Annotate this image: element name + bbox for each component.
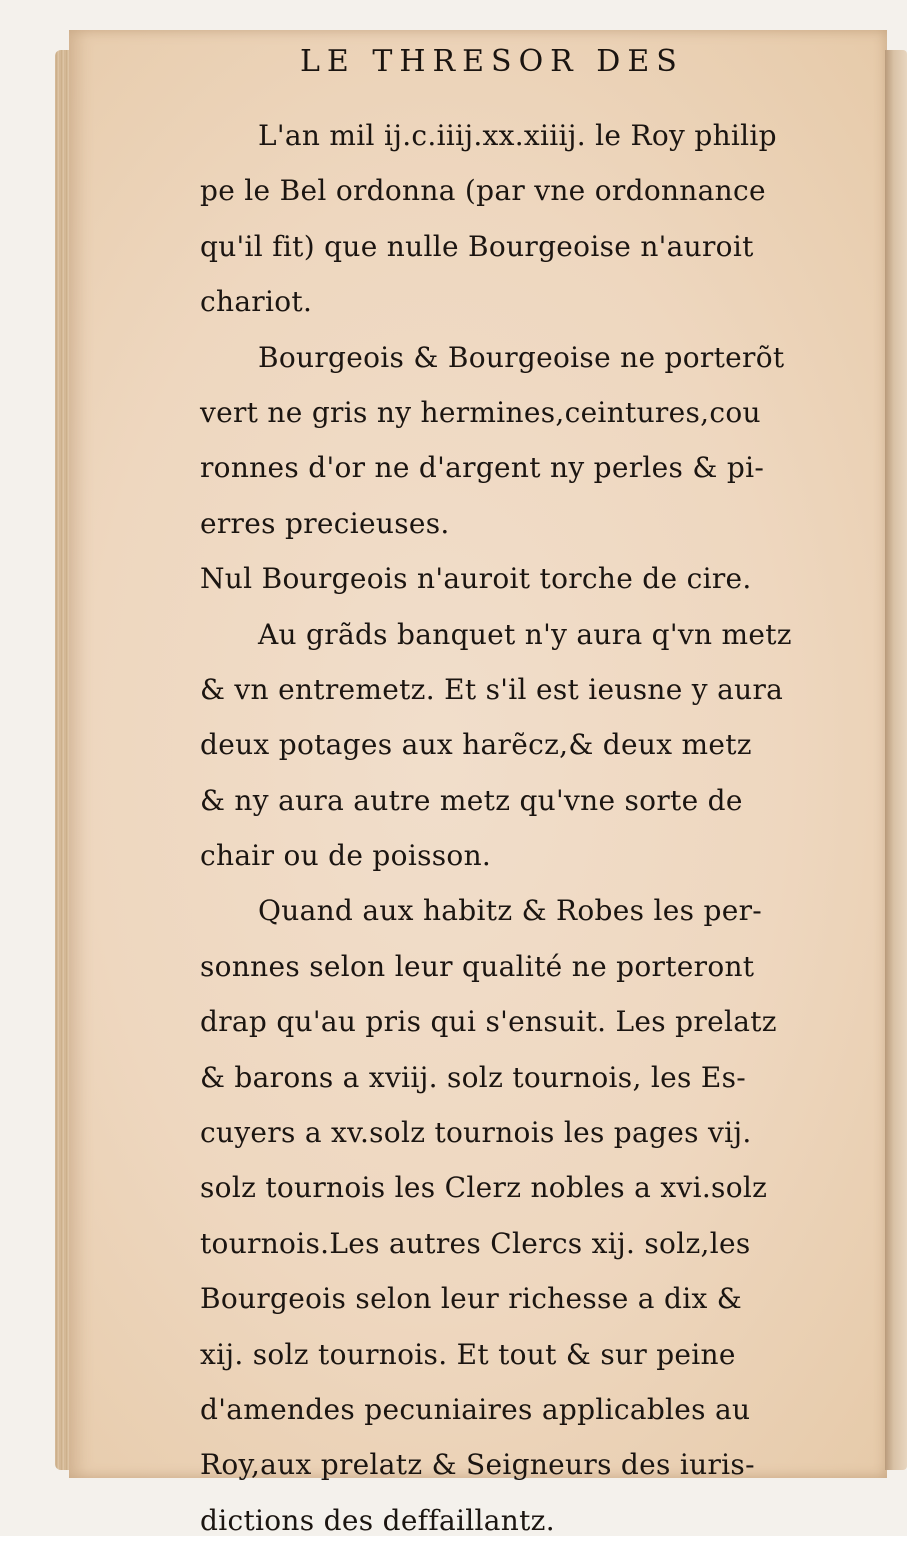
text-line: tournois.Les autres Clercs xij. solz,les xyxy=(200,1226,751,1260)
text-line: sonnes selon leur qualité ne porteront xyxy=(200,949,755,983)
text-line: cuyers a xv.solz tournois les pages vij. xyxy=(200,1116,752,1150)
text-line: Nul Bourgeois n'auroit torche de cire. xyxy=(200,562,752,596)
text-line: Au grãds banquet n'y aura q'vn metz xyxy=(258,617,792,651)
text-line: d'amendes pecuniaires applicables au xyxy=(200,1392,751,1426)
text-line: drap qu'au pris qui s'ensuit. Les prelatz xyxy=(200,1005,777,1039)
text-line: qu'il fit) que nulle Bourgeoise n'auroit xyxy=(200,229,754,263)
text-line: Bourgeois & Bourgeoise ne porterõt xyxy=(258,340,785,374)
text-line: Quand aux habitz & Robes les per- xyxy=(258,894,763,928)
text-line: Roy,aux prelatz & Seigneurs des iuris- xyxy=(200,1448,755,1482)
text-line: dictions des deffaillantz. xyxy=(200,1503,555,1537)
text-line: chair ou de poisson. xyxy=(200,839,492,873)
text-line: pe le Bel ordonna (par vne ordonnance xyxy=(200,174,766,208)
text-line: vert ne gris ny hermines,ceintures,cou xyxy=(200,395,761,429)
text-line: ronnes d'or ne d'argent ny perles & pi- xyxy=(200,451,765,485)
text-line: xij. solz tournois. Et tout & sur peine xyxy=(200,1337,736,1371)
text-line: erres precieuses. xyxy=(200,506,450,540)
page-text xyxy=(200,108,860,1548)
facing-page-edge xyxy=(885,50,907,1470)
text-line: deux potages aux harẽcz,& deux metz xyxy=(200,728,752,762)
text-line: & ny aura autre metz qu'vne sorte de xyxy=(200,783,743,817)
text-line: & barons a xviij. solz tournois, les Es- xyxy=(200,1060,747,1094)
running-head: LE THRESOR DES xyxy=(300,44,684,79)
text-line: & vn entremetz. Et s'il est ieusne y aura xyxy=(200,672,784,706)
text-line: solz tournois les Clerz nobles a xvi.solz xyxy=(200,1171,768,1205)
text-line: L'an mil ij.c.iiij.xx.xiiij. le Roy philip xyxy=(258,119,777,152)
text-line: Bourgeois selon leur richesse a dix & xyxy=(200,1282,742,1316)
text-line: chariot. xyxy=(200,285,313,319)
